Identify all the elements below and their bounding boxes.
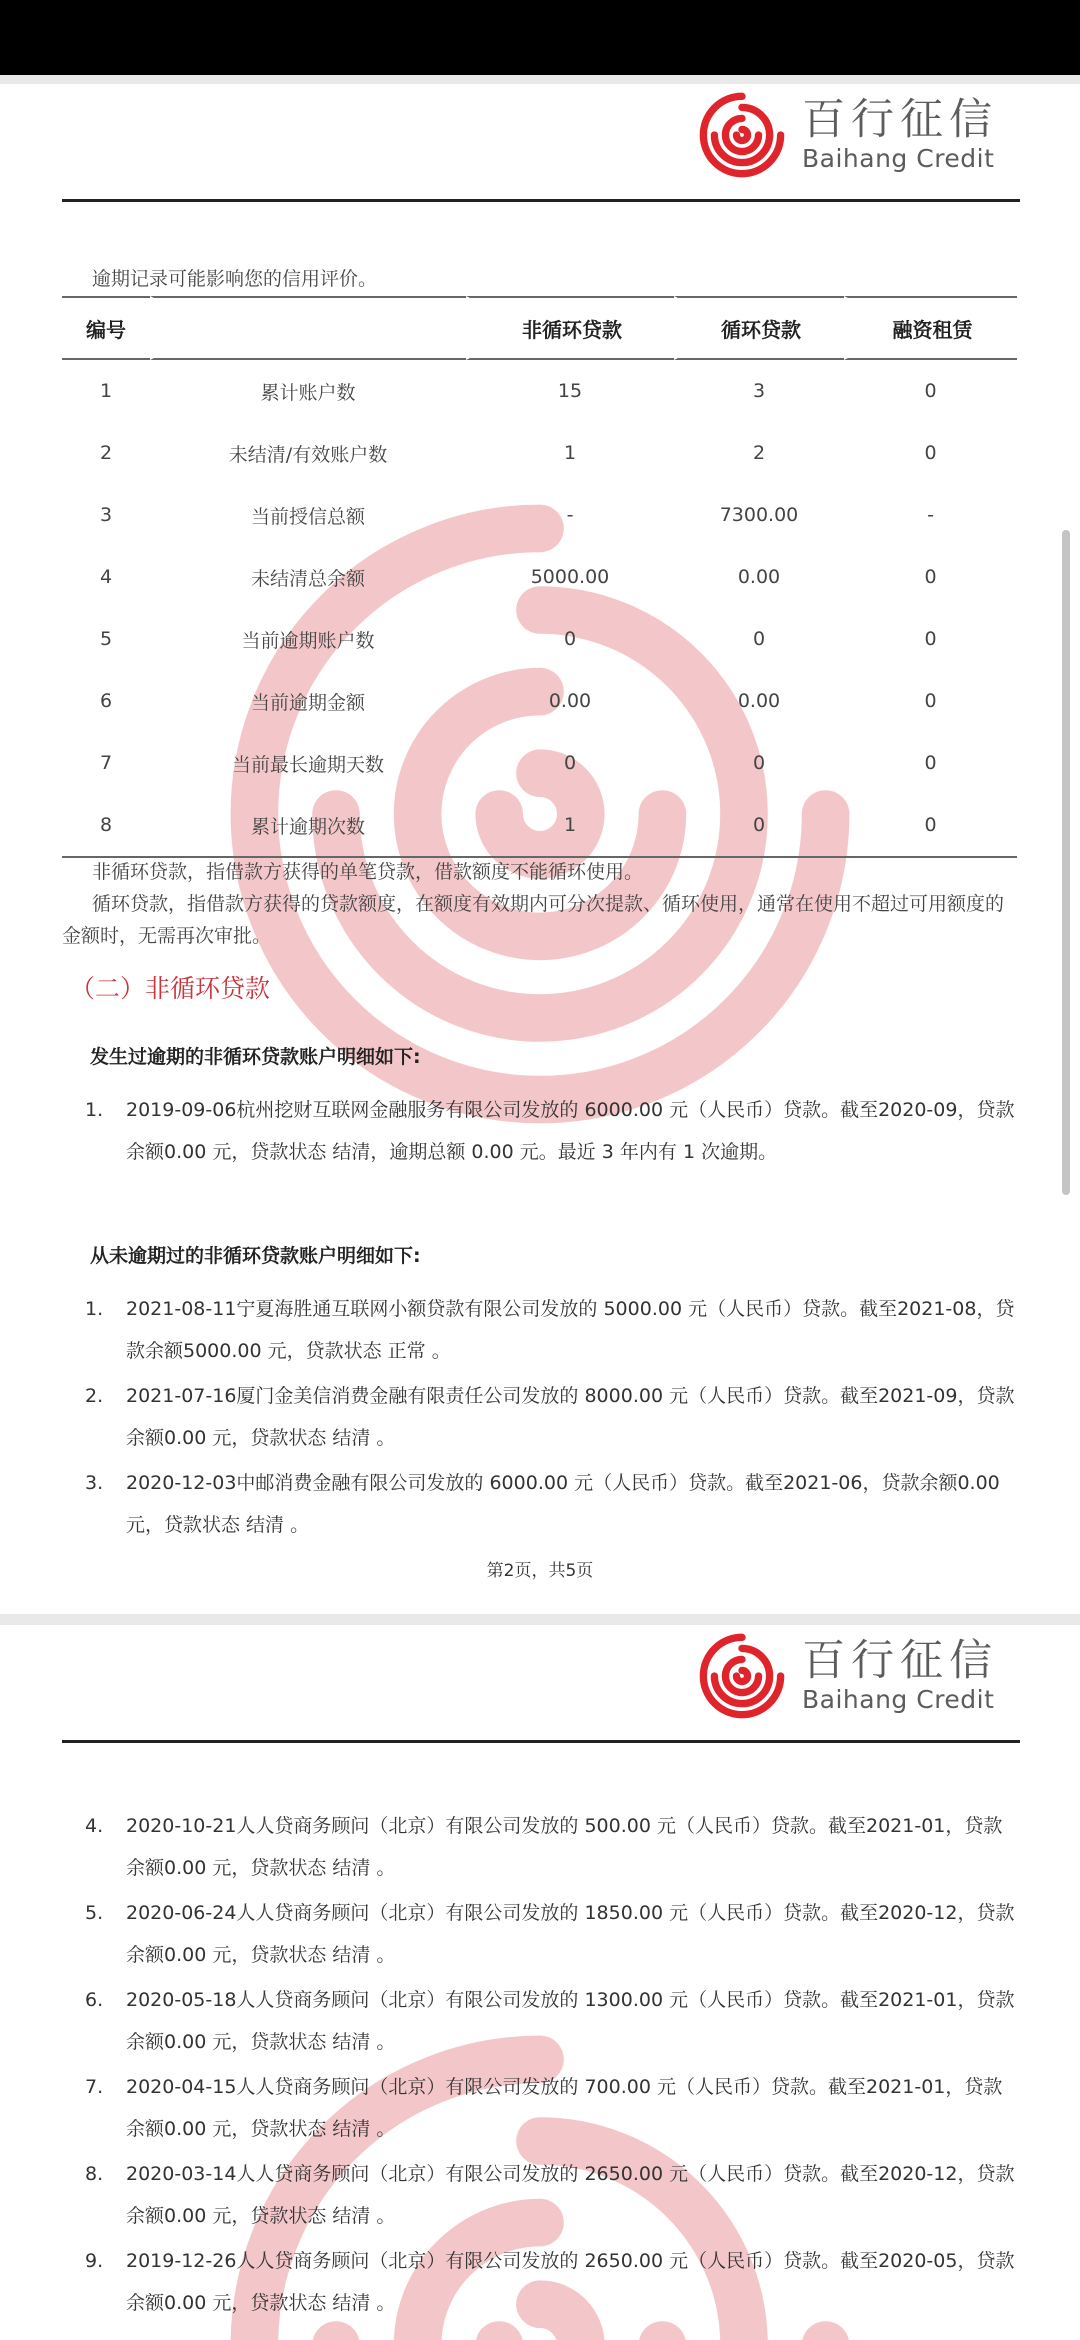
section-title: （二）非循环贷款 bbox=[70, 974, 271, 1003]
cell: 0 bbox=[924, 628, 937, 650]
table-row bbox=[62, 732, 1017, 794]
note-revolving: 循环贷款，指借款方获得的贷款额度，在额度有效期内可分次提款、循环使用，通常在使用不超过可用额度的金额时，无需再次审批。 bbox=[62, 893, 1005, 947]
overdue-heading: 发生过逾期的非循环贷款账户明细如下: bbox=[90, 1046, 421, 1068]
brand-name-en: Baihang Credit bbox=[802, 144, 995, 173]
cell: 0 bbox=[752, 814, 766, 836]
cell: 4 bbox=[99, 566, 113, 588]
cell: 1 bbox=[563, 442, 577, 464]
baihang-logo-icon bbox=[696, 89, 788, 181]
header-non-revolving: 非循环贷款 bbox=[466, 296, 674, 360]
cell: 0 bbox=[924, 380, 937, 402]
header-item bbox=[150, 296, 466, 360]
table-header-row bbox=[62, 296, 1017, 360]
cell: 2 bbox=[752, 442, 766, 464]
status-bar bbox=[0, 0, 1080, 75]
report-page-3 bbox=[0, 1625, 1080, 2340]
cell: 0 bbox=[924, 690, 937, 712]
report-page-2 bbox=[0, 84, 1080, 1614]
list-item bbox=[85, 1892, 1020, 1976]
cell: 未结清总余额 bbox=[250, 567, 365, 590]
baihang-brand bbox=[696, 89, 998, 181]
cell: 3 bbox=[752, 380, 766, 402]
item-text: 2021-08-11宁夏海胜通互联网小额贷款有限公司发放的 5000.00 元（人民币）贷款。截至2021-08，贷款余额5000.00 元，贷款状态 正常 。 bbox=[126, 1298, 1015, 1362]
item-text: 2020-06-24人人贷商务顾问（北京）有限公司发放的 1850.00 元（人民币）贷款。截至2020-12，贷款余额0.00 元，贷款状态 结清 。 bbox=[126, 1902, 1015, 1966]
item-number: 3. bbox=[85, 1472, 104, 1494]
item-text: 2020-10-21人人贷商务顾问（北京）有限公司发放的 500.00 元（人民币）贷款。截至2021-01，贷款余额0.00 元，贷款状态 结清 。 bbox=[126, 1815, 1003, 1879]
cell: 5 bbox=[99, 628, 113, 650]
item-text: 2020-04-15人人贷商务顾问（北京）有限公司发放的 700.00 元（人民币）贷款。截至2021-01，贷款余额0.00 元，贷款状态 结清 。 bbox=[126, 2076, 1003, 2140]
item-number: 9. bbox=[85, 2250, 104, 2272]
item-number: 5. bbox=[85, 1902, 104, 1924]
page-number: 第2页，共5页 bbox=[486, 1561, 594, 1581]
cell: 0.00 bbox=[548, 690, 592, 712]
header-leasing: 融资租赁 bbox=[844, 296, 1017, 360]
table-row bbox=[62, 484, 1017, 546]
cell: 未结清/有效账户数 bbox=[228, 443, 388, 466]
cell: 0 bbox=[563, 752, 577, 774]
baihang-logo-icon bbox=[696, 1630, 788, 1722]
item-text: 2019-12-26人人贷商务顾问（北京）有限公司发放的 2650.00 元（人民币）贷款。截至2020-05，贷款余额0.00 元，贷款状态 结清 。 bbox=[126, 2250, 1015, 2314]
normal-heading: 从未逾期过的非循环贷款账户明细如下: bbox=[90, 1245, 421, 1267]
cell: 当前逾期金额 bbox=[250, 691, 365, 714]
cell: 0.00 bbox=[737, 690, 781, 712]
cell: 0.00 bbox=[737, 566, 781, 588]
list-item bbox=[85, 2153, 1020, 2237]
item-text: 2020-05-18人人贷商务顾问（北京）有限公司发放的 1300.00 元（人民币）贷款。截至2021-01，贷款余额0.00 元，贷款状态 结清 。 bbox=[126, 1989, 1015, 2053]
list-item bbox=[85, 1979, 1020, 2063]
list-item bbox=[85, 1805, 1020, 1889]
table-row bbox=[62, 670, 1017, 732]
item-number: 7. bbox=[85, 2076, 104, 2098]
cell: 0 bbox=[924, 566, 937, 588]
item-text: 2021-07-16厦门金美信消费金融有限责任公司发放的 8000.00 元（人民币）贷款。截至2021-09，贷款余额0.00 元，贷款状态 结清 。 bbox=[126, 1385, 1015, 1449]
list-item bbox=[85, 1375, 1020, 1459]
list-item bbox=[85, 1288, 1020, 1372]
loan-summary-table bbox=[62, 296, 1017, 858]
scrollbar-thumb[interactable] bbox=[1062, 530, 1070, 1195]
cell: - bbox=[927, 504, 934, 526]
cell: 当前最长逾期天数 bbox=[231, 753, 384, 776]
cell: - bbox=[566, 504, 574, 526]
baihang-brand bbox=[696, 1630, 998, 1722]
item-number: 1. bbox=[85, 1298, 104, 1320]
brand-name-cn: 百行征信 bbox=[802, 95, 998, 145]
cell: 5000.00 bbox=[530, 566, 610, 588]
cell: 累计账户数 bbox=[260, 381, 356, 404]
cell: 当前授信总额 bbox=[250, 505, 365, 528]
list-item bbox=[85, 2066, 1020, 2150]
header-divider bbox=[62, 199, 1020, 202]
table-row bbox=[62, 360, 1017, 422]
brand-name-en: Baihang Credit bbox=[802, 1685, 995, 1714]
table-row bbox=[62, 608, 1017, 670]
item-number: 6. bbox=[85, 1989, 104, 2011]
list-item bbox=[85, 2240, 1020, 2324]
header-revolving: 循环贷款 bbox=[674, 296, 844, 360]
cell: 7300.00 bbox=[719, 504, 799, 526]
cell: 0 bbox=[752, 628, 766, 650]
cell: 3 bbox=[99, 504, 113, 526]
cell: 7 bbox=[99, 752, 113, 774]
cell: 0 bbox=[924, 814, 937, 836]
cell: 当前逾期账户数 bbox=[241, 629, 375, 652]
cell: 0 bbox=[924, 442, 937, 464]
table-row bbox=[62, 422, 1017, 484]
list-item bbox=[85, 1462, 1020, 1546]
table-row bbox=[62, 546, 1017, 608]
item-number: 2. bbox=[85, 1385, 104, 1407]
cell: 15 bbox=[557, 380, 583, 402]
item-text: 2020-12-03中邮消费金融有限公司发放的 6000.00 元（人民币）贷款。截至2021-06，贷款余额0.00 元，贷款状态 结清 。 bbox=[126, 1472, 1000, 1536]
item-number: 4. bbox=[85, 1815, 104, 1837]
table-row bbox=[62, 794, 1017, 856]
cell: 8 bbox=[99, 814, 113, 836]
cell: 0 bbox=[752, 752, 766, 774]
header-divider bbox=[62, 1740, 1020, 1743]
header-id: 编号 bbox=[62, 296, 150, 360]
cell: 0 bbox=[563, 628, 577, 650]
list-item bbox=[85, 1089, 1020, 1173]
cell: 1 bbox=[99, 380, 113, 402]
cell: 6 bbox=[99, 690, 113, 712]
cell: 1 bbox=[563, 814, 577, 836]
item-number: 1. bbox=[85, 1099, 104, 1121]
item-text: 2020-03-14人人贷商务顾问（北京）有限公司发放的 2650.00 元（人民币）贷款。截至2020-12，贷款余额0.00 元，贷款状态 结清 。 bbox=[126, 2163, 1015, 2227]
cell: 0 bbox=[924, 752, 937, 774]
brand-name-cn: 百行征信 bbox=[802, 1636, 998, 1686]
item-text: 2019-09-06杭州挖财互联网金融服务有限公司发放的 6000.00 元（人民币）贷款。截至2020-09，贷款余额0.00 元，贷款状态 结清，逾期总额 0.00 元。最近 3 年内有 1 次逾期。 bbox=[126, 1099, 1015, 1163]
cell: 累计逾期次数 bbox=[250, 815, 365, 838]
intro-text: 逾期记录可能影响您的信用评价。 bbox=[92, 268, 378, 290]
note-non-revolving: 非循环贷款，指借款方获得的单笔贷款，借款额度不能循环使用。 bbox=[92, 861, 644, 883]
cell: 2 bbox=[99, 442, 113, 464]
item-number: 8. bbox=[85, 2163, 104, 2185]
